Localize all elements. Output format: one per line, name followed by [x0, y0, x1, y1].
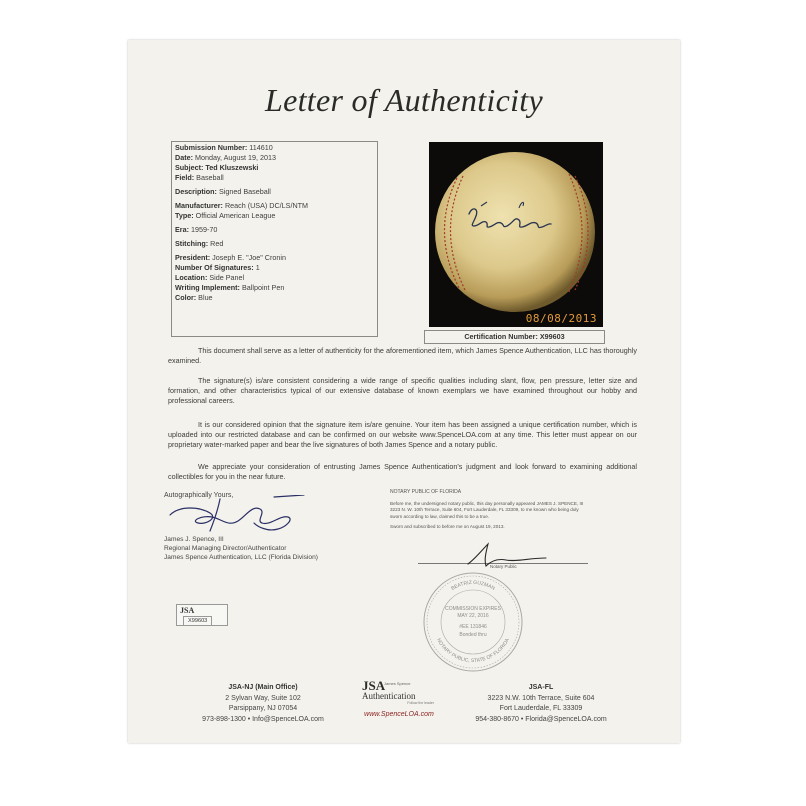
- paragraph-2: The signature(s) is/are consistent considering a wide range of specific qualities including slant, flow, pen pressure, letter size and formation, and other characteristics typical of our extensive database of known exemplars we have examined throughout our hobby and professional careers.: [168, 376, 637, 405]
- fl-address-2: Fort Lauderdale, FL 33309: [499, 705, 583, 712]
- notary-public-label: Notary Public: [490, 564, 517, 569]
- notary-sworn: Sworn and subscribed to before me on August 19, 2013.: [390, 523, 505, 529]
- nj-address-1: 2 Sylvan Way, Suite 102: [225, 694, 301, 702]
- notary-signature: [458, 540, 578, 570]
- info-row-description: Description: Signed Baseball: [175, 187, 271, 196]
- info-row-submission: Submission Number: 114610: [175, 143, 273, 152]
- nj-contact: 973-898-1300 • Info@SpenceLOA.com: [202, 715, 324, 723]
- info-row-era: Era: 1959-70: [175, 225, 218, 234]
- sticker-logo: JSA: [180, 606, 195, 615]
- certification-number-box: Certification Number: X99603: [424, 330, 605, 344]
- seal-commission: COMMISSION EXPIRES: [445, 606, 501, 612]
- signed-baseball-photo: [429, 142, 603, 327]
- baseball-image: [429, 142, 603, 327]
- info-row-color: Color: Blue: [175, 293, 213, 302]
- seal-state: NOTARY PUBLIC, STATE OF FLORIDA: [435, 637, 511, 665]
- footer-nj-office: [168, 683, 358, 725]
- seal-name: BEATRIZ GUZMAN: [450, 579, 496, 592]
- jsa-logo-text: JSA: [362, 678, 386, 693]
- footer-fl-office: [446, 683, 636, 725]
- fl-office-name: JSA-FL: [528, 684, 554, 691]
- seal-date: MAY 22, 2016: [457, 613, 489, 619]
- info-row-type: Type: Official American League: [175, 211, 276, 220]
- info-row-manufacturer: Manufacturer: Reach (USA) DC/LS/NTM: [175, 201, 309, 210]
- notary-text: Before me, the undersigned notary public, this day personally appeared JAMES J. SPENCE, III 3223 N. W. 10th Terrace, Suite 604, Fort Lauderdale, FL 33309, to me known who being duly sworn according to law, claimed this to be a true.: [390, 501, 584, 519]
- sticker-number: X99603: [183, 616, 212, 626]
- info-row-field: Field: Baseball: [175, 173, 224, 182]
- item-info-box: [171, 141, 378, 337]
- jsa-logo: [354, 680, 444, 718]
- handwritten-signature: [164, 495, 314, 535]
- signature-block: [164, 492, 384, 562]
- info-row-location: Location: Side Panel: [175, 273, 245, 282]
- page-title: Letter of Authenticity: [265, 82, 543, 118]
- info-row-implement: Writing Implement: Ballpoint Pen: [175, 283, 285, 292]
- website-link[interactable]: www.SpenceLOA.com: [364, 711, 434, 718]
- jsa-logo-tagline: Follow the leader: [407, 701, 434, 705]
- notary-section: [390, 489, 590, 530]
- info-row-date: Date: Monday, August 19, 2013: [175, 153, 276, 162]
- jsa-logo-authentication: Authentication: [362, 691, 416, 701]
- jsa-sticker: [176, 604, 228, 626]
- notary-seal: [421, 570, 525, 674]
- nj-office-name: JSA-NJ (Main Office): [228, 684, 298, 691]
- info-row-subject: Subject: Ted Kluszewski: [175, 163, 259, 172]
- nj-address-2: Parsippany, NJ 07054: [228, 705, 298, 712]
- info-row-president: President: Joseph E. "Joe" Cronin: [175, 253, 286, 262]
- jsa-logo-small: James Spence: [384, 681, 411, 686]
- seal-id: #EE 131846: [459, 624, 487, 630]
- signer-name: James J. Spence, III: [164, 536, 224, 543]
- fl-contact: 954-380-8670 • Florida@SpenceLOA.com: [475, 715, 607, 723]
- signer-title: Regional Managing Director/Authenticator: [164, 545, 287, 552]
- paragraph-1: This document shall serve as a letter of authenticity for the aforementioned item, which James Spence Authentication, LLC has thoroughly examined.: [168, 346, 637, 365]
- photo-date-stamp: 08/08/2013: [525, 312, 597, 325]
- paragraph-3: It is our considered opinion that the signature item is/are genuine. Your item has been assigned a unique certification number, which is uploaded into our restricted database and can be confirmed on our website www.SpenceLOA.com at any time. This letter must appear on our proprietary water-marked paper and bear the live signatures of both James Spence and a notary public.: [168, 420, 637, 449]
- letter-page: [128, 40, 680, 743]
- info-row-stitching: Stitching: Red: [175, 239, 224, 248]
- info-row-signatures: Number Of Signatures: 1: [175, 263, 260, 272]
- signer-company: James Spence Authentication, LLC (Florida Division): [164, 554, 318, 561]
- fl-address-1: 3223 N.W. 10th Terrace, Suite 604: [487, 694, 595, 702]
- seal-bonded: Bonded thru: [459, 632, 487, 638]
- notary-heading: NOTARY PUBLIC OF FLORIDA: [390, 489, 462, 495]
- paragraph-4: We appreciate your consideration of entrusting James Spence Authentication's judgment and look forward to examining additional collectibles for you in the near future.: [168, 462, 637, 481]
- signature-greeting: Autographically Yours,: [164, 492, 234, 499]
